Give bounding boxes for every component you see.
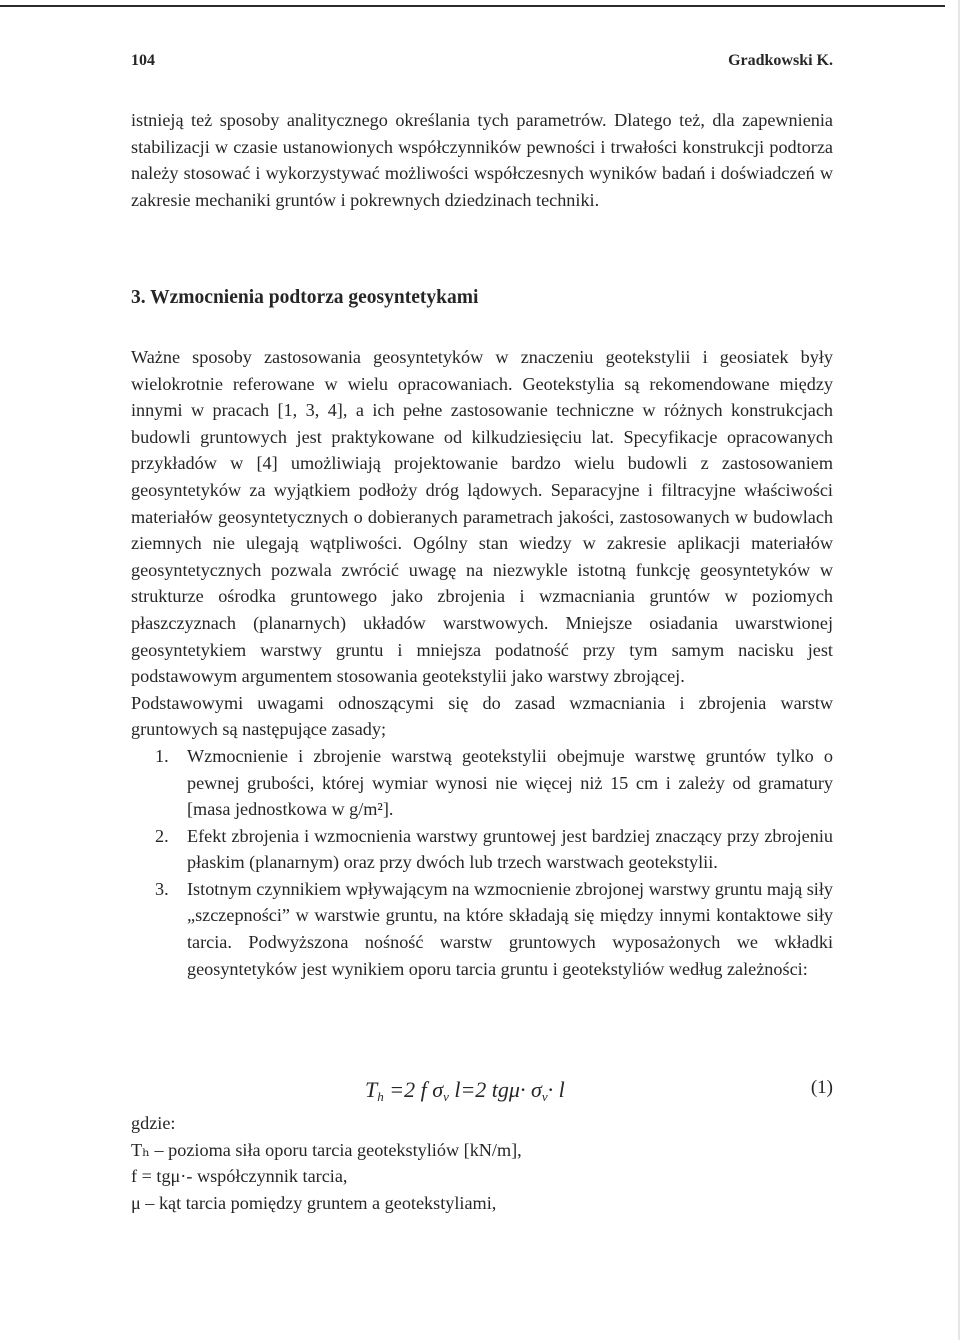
equation-body — [365, 1077, 565, 1105]
top-rule — [0, 5, 945, 7]
eq-subscript: v — [443, 1089, 449, 1104]
where-label: gdzie: — [131, 1113, 176, 1133]
definition-item: μ – kąt tarcia pomiędzy gruntem a geotekstyliami, — [131, 1192, 497, 1213]
section-heading: 3. Wzmocnienia podtorza geosyntetykami — [131, 287, 479, 308]
eq-symbol-t: T — [365, 1077, 378, 1102]
list-number: 2. — [155, 825, 169, 846]
definitions — [131, 1110, 833, 1216]
author-name: Gradkowski K. — [728, 52, 833, 69]
eq-subscript: v — [541, 1089, 548, 1104]
definition-item: f = tgμ·- współczynnik tarcia, — [131, 1166, 348, 1187]
eq-part: · l — [547, 1077, 565, 1102]
list-item — [131, 876, 833, 982]
paragraph-3: Podstawowymi uwagami odnoszącymi się do zasad wzmacniania i zbrojenia warstw gruntowych są następujące zasady; — [131, 692, 833, 740]
page-number: 104 — [131, 52, 155, 69]
list-number: 1. — [155, 745, 169, 766]
list-item — [131, 823, 833, 876]
list-text: Wzmocnienie i zbrojenie warstwą geotekstylii obejmuje warstwę gruntów tylko o pewnej grubości, której wymiar wynosi nie więcej niż 15 cm i zależy od gramatury [masa jednostkowa w g/m²]. — [187, 745, 833, 820]
intro-text — [131, 107, 833, 213]
rules-list — [131, 743, 833, 982]
list-item — [131, 743, 833, 823]
equation-number: (1) — [810, 1077, 833, 1098]
eq-part: l=2 tgμ· σ — [448, 1077, 542, 1102]
list-number: 3. — [155, 878, 169, 899]
eq-part: =2 f σ — [383, 1077, 444, 1102]
list-text: Istotnym czynnikiem wpływającym na wzmocnienie zbrojonej warstwy gruntu mają siły „szczepności” w warstwie gruntu, na które składają się między innymi kontaktowe siły tarcia. Podwyższona nośność warstw gruntowych wyposażonych we wkładki geosyntetyków jest wynikiem oporu tarcia gruntu i geotekstyliów według zależności: — [187, 878, 833, 979]
eq-subscript: h — [377, 1089, 384, 1104]
paragraph-2: Ważne sposoby zastosowania geosyntetyków w znaczeniu geotekstylii i geosiatek były wielokrotnie referowane w wielu opracowaniach. Geotekstylia są rekomendowane między innymi w pracach [1, 3, 4], a ich pełne zastosowanie techniczne w różnych konstrukcjach budowli gruntowych jest praktykowane od kilkudziesięciu lat. Specyfikacje opracowanych przykładów w [4] umożliwiają projektowanie bardzo wielu budowli z zastosowaniem geosyntetyków za wyjątkiem podłoży dróg lądowych. Separacyjne i filtracyjne właściwości materiałów geosyntetycznych o dobieranych parametrach jakości, zastosowanych w budowlach ziemnych nie ulegają wątpliwości. Ogólny stan wiedzy w zakresie aplikacji materiałów geosyntetycznych pozwala zwrócić uwagę na niezwykle istotną funkcję geosyntetyków w strukturze ośrodka gruntowego jako zbrojenia i wzmacniania gruntów w poziomych płaszczyznach (planarnych) układów warstwowych. Mniejsze osiadania uwarstwionej geosyntetykiem warstwy gruntu i mniejsza podatność przy tym samym nacisku jest podstawowym argumentem stosowania geotekstylii jako warstwy zbrojącej. — [131, 347, 833, 687]
definition-item: Tₕ – pozioma siła oporu tarcia geotekstyliów [kN/m], — [131, 1139, 522, 1160]
main-text — [131, 344, 833, 982]
equation — [131, 1077, 833, 1111]
paragraph-1: istnieją też sposoby analitycznego określania tych parametrów. Dlatego też, dla zapewnienia stabilizacji w czasie ustanowionych współczynników pewności i trwałości konstrukcji podtorza należy stosować i wykorzystywać możliwości współczesnych wyników badań i doświadczeń w zakresie mechaniki gruntów i pokrewnych dziedzinach techniki. — [131, 110, 833, 210]
list-text: Efekt zbrojenia i wzmocnienia warstwy gruntowej jest bardziej znaczący przy zbrojeniu płaskim (planarnym) oraz przy dwóch lub trzech warstwach geotekstylii. — [187, 825, 833, 873]
